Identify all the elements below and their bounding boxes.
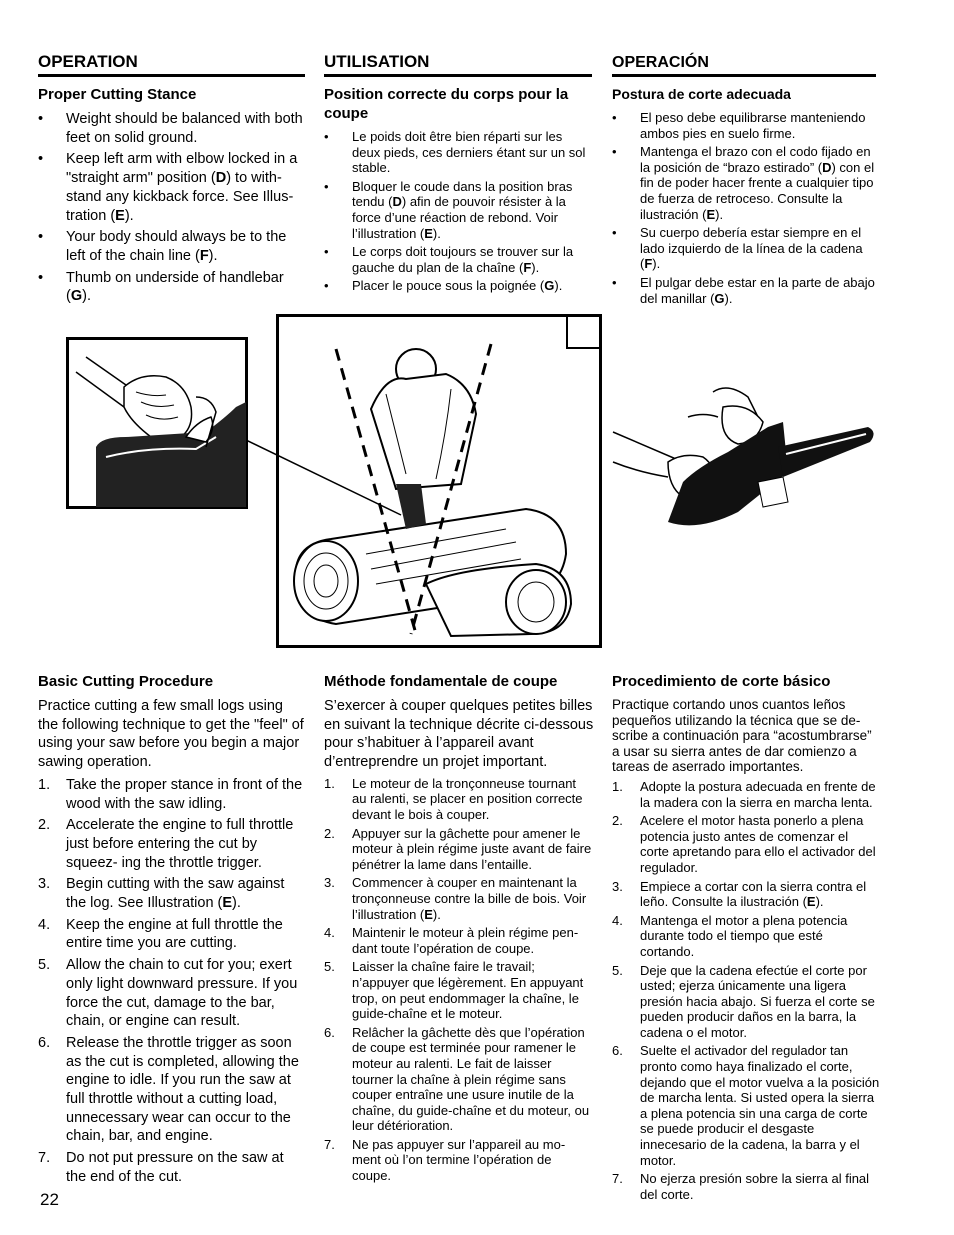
list-item: 7. No ejerza presión sobre la sierra al final del corte. <box>612 1171 870 1202</box>
es-bottom-column <box>612 664 880 1205</box>
list-item: 4. Mantenga el motor a plena potencia durante todo el tiempo que esté cortando. <box>612 912 848 959</box>
fr-steps-list <box>324 776 594 1184</box>
es-basic-intro: Practique cortando unos cuantos leños pequeños utilizando la técnica que se de- scribe a continuación para “acostumbrarse” a usar su sierra antes de dar comienzo a tareas de aserrado importantes. <box>612 697 872 775</box>
list-item: • Keep left arm with elbow locked in a "straight arm" position (D) to with- stand any kickback force. See Illus- tration (E). <box>38 151 298 224</box>
es-steps-list <box>612 779 880 1202</box>
list-item: 2. Appuyer sur la gâchette pour amener le moteur à plein régime juste avant de faire pénétrer la lame dans l’entaille. <box>324 825 592 872</box>
thumb-grip-illustration <box>66 337 248 509</box>
list-item: • Mantenga el brazo con el codo fijado en la posición de “brazo estirado” (D) con el fin de poder hacer frente a cualquier tipo de fuerza de retroceso. Consulte la ilustración (E). <box>612 144 875 222</box>
list-item: • El pulgar debe estar en la parte de abajo del manillar (G). <box>612 274 875 306</box>
list-item: 2. Acelere el motor hasta ponerlo a plena potencia justo antes de comenzar el corte apretando para ello el activador del regulador. <box>612 813 876 875</box>
list-item: • Weight should be balanced with both feet on solid ground. <box>38 111 303 146</box>
list-item: 3. Commencer à couper en maintenant la tronçonneuse contre la bille de bois. Voir l’illustration (E). <box>324 875 587 922</box>
es-stance-list <box>612 110 876 306</box>
en-bottom-column <box>38 664 305 1190</box>
pointer-line-drawing <box>246 440 406 520</box>
fr-stance-title: Position correcte du corps pour la coupe <box>324 86 569 122</box>
chainsaw-grip-illustration <box>608 372 880 542</box>
fr-stance-list <box>324 129 592 294</box>
list-item: 5. Laisser la chaîne faire le travail; n’appuyer que légèrement. En appuyant trop, on peut endommager la chaîne, le guide-chaîne et le moteur. <box>324 959 584 1022</box>
list-item: 5. Allow the chain to cut for you; exert only light downward pressure. If you force the cut, damage to the bar, chain, or engine can result. <box>38 957 298 1030</box>
en-basic-title: Basic Cutting Procedure <box>38 673 214 690</box>
en-basic-intro: Practice cutting a few small logs using the following technique to get the "feel" of using your saw before you begin a major sawing operation. <box>38 698 304 771</box>
list-item: • Su cuerpo debería estar siempre en el lado izquierdo de la línea de la cadena (F). <box>612 225 863 272</box>
es-stance-title: Postura de corte adecuada <box>612 86 791 102</box>
en-steps-list <box>38 776 305 1187</box>
list-item: • Le corps doit toujours se trouver sur la gauche du plan de la chaîne (F). <box>324 244 574 275</box>
list-item: 2. Accelerate the engine to full throttle just before entering the cut by squeez- ing the throttle trigger. <box>38 817 294 871</box>
es-basic-title: Procedimiento de corte básico <box>612 673 831 690</box>
en-top-column <box>38 52 305 309</box>
list-item: 6. Suelte el activador del regulador tan pronto como haya finalizado el corte, dejando que el motor vuelva a la posición de marcha lenta. Si usted opera la sierra a plena potencia sin una carga de corte se puede producir el desgaste innecesario de la cadena, la barra y el motor. <box>612 1043 880 1168</box>
list-item: 6. Release the throttle trigger as soon as the cut is completed, allowing the engine to idle. If you run the saw at full throttle without a cutting load, unnecessary wear can occur to the chain, bar, and engine. <box>38 1034 299 1145</box>
list-item: • Thumb on underside of handlebar (G). <box>38 269 284 305</box>
list-item: 3. Begin cutting with the saw against the log. See Illustration (E). <box>38 876 285 912</box>
fr-bottom-column <box>324 664 594 1187</box>
list-item: 4. Keep the engine at full throttle the entire time you are cutting. <box>38 916 283 952</box>
fr-top-column <box>324 52 592 297</box>
fr-basic-intro: S’exercer à couper quelques petites billes en suivant la technique décrite ci-dessous pour s’habituer à l’appareil avant d’entreprendre un projet important. <box>324 698 594 771</box>
en-stance-list <box>38 110 305 306</box>
list-item: 1. Le moteur de la tronçonneuse tournant au ralenti, se placer en position correcte devant le bois à couper. <box>324 775 583 822</box>
en-section-title: OPERATION <box>38 52 305 77</box>
es-top-column <box>612 54 876 309</box>
list-item: 7. Ne pas appuyer sur l’appareil au mo- ment où l’on termine l’opération de coupe. <box>324 1136 566 1184</box>
fr-section-title: UTILISATION <box>324 52 592 77</box>
list-item: • Your body should always be to the left of the chain line (F). <box>38 229 287 264</box>
list-item: 5. Deje que la cadena efectúe el corte por usted; ejerza únicamente una ligera presión hacia abajo. Si fuerza el corte se pueden producir daños en la barra, la cadena o el motor. <box>612 962 875 1040</box>
list-item: • Bloquer le coude dans la position bras tendu (D) afin de pouvoir résister à la force d’une réaction de rebond. Voir l’illustration (E). <box>324 178 573 241</box>
fr-basic-title: Méthode fondamentale de coupe <box>324 673 558 690</box>
list-item: 4. Maintenir le moteur à plein régime pen- dant toute l’opération de coupe. <box>324 925 579 956</box>
list-item: 7. Do not put pressure on the saw at the end of the cut. <box>38 1150 284 1185</box>
list-item: • Le poids doit être bien réparti sur les deux pieds, ces derniers étant sur un sol stable. <box>324 129 586 176</box>
list-item: 1. Adopte la postura adecuada en frente de la madera con la sierra en marcha lenta. <box>612 778 876 810</box>
list-item: 1. Take the proper stance in front of the wood with the saw idling. <box>38 776 303 812</box>
list-item: • El peso debe equilibrarse manteniendo ambos pies en suelo firme. <box>612 110 866 141</box>
list-item: • Placer le pouce sous la poignée (G). <box>324 278 563 294</box>
es-section-title: OPERACIÓN <box>612 54 876 77</box>
page-number: 22 <box>40 1190 59 1209</box>
en-stance-title: Proper Cutting Stance <box>38 86 197 103</box>
list-item: 6. Relâcher la gâchette dès que l’opération de coupe est terminée pour ramener le moteur au ralenti. Le fait de laisser tourner la chaîne à plein régime sans couper entraîne une usure inutile de la chaîne, du guide-chaîne et du moteur, ou leur détérioration. <box>324 1024 590 1134</box>
list-item: 3. Empiece a cortar con la sierra contra el leño. Consulte la ilustración (E). <box>612 878 867 910</box>
